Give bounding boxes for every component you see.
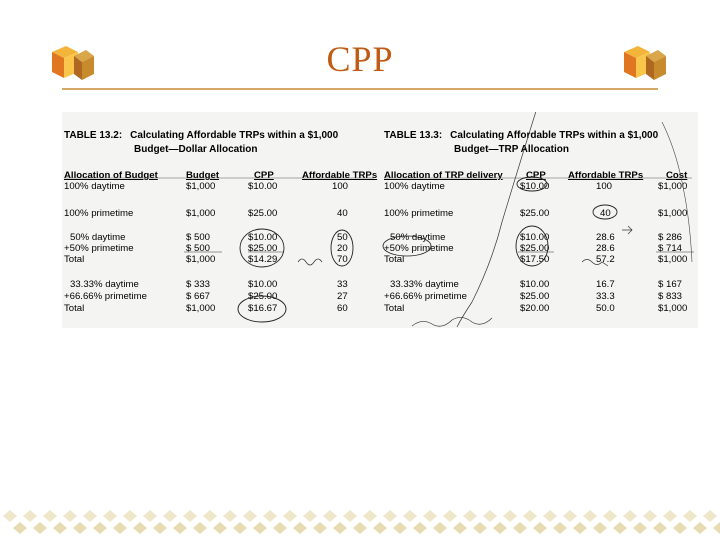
table-row-cell: $1,000 (186, 254, 216, 265)
table-row-cell: $10.00 (248, 232, 278, 243)
table-13-2-header-allocation: Allocation of Budget (64, 170, 158, 181)
diamond-shape (263, 510, 277, 522)
table-row-cell: $ 833 (658, 291, 683, 302)
table-row-cell: 60 (337, 303, 348, 314)
table-row-cell: +66.66% primetime (64, 291, 147, 302)
diamond-shape (233, 522, 247, 534)
diamond-shape (43, 510, 57, 522)
table-row-cell: Total (384, 254, 405, 265)
diamond-shape (203, 510, 217, 522)
diamond-shape (563, 510, 577, 522)
title-divider (62, 88, 658, 90)
table-13-2-subtitle: Budget—Dollar Allocation (134, 144, 258, 155)
table-row-cell: 50 (337, 232, 348, 243)
table-row-cell: 100% primetime (64, 208, 134, 219)
table-row-cell: +50% primetime (64, 243, 134, 254)
cube-logo-icon (620, 44, 668, 84)
table-13-3-title-text: Calculating Affordable TRPs within a $1,000 (450, 130, 659, 141)
table-row-cell: 100% primetime (384, 208, 454, 219)
diamond-shape (633, 522, 647, 534)
diamond-shape (433, 522, 447, 534)
diamond-shape (383, 510, 397, 522)
table-row-cell: $10.00 (248, 279, 278, 290)
diamond-shape (143, 510, 157, 522)
table-row-cell: 100% daytime (64, 181, 125, 192)
diamond-shape (343, 510, 357, 522)
diamond-shape (683, 510, 697, 522)
table-row-cell: $1,000 (186, 181, 216, 192)
diamond-shape (363, 510, 377, 522)
table-row-cell: $ 714 (658, 243, 683, 254)
table-row-cell: $1,000 (658, 254, 688, 265)
table-row-cell: 40 (600, 208, 611, 219)
diamond-shape (523, 510, 537, 522)
table-row-cell: +50% primetime (384, 243, 454, 254)
table-row-cell: 28.6 (596, 243, 615, 254)
diamond-shape (483, 510, 497, 522)
diamond-shape (373, 522, 387, 534)
diamond-shape (493, 522, 507, 534)
table-row-cell: 100% daytime (384, 181, 445, 192)
diamond-shape (543, 510, 557, 522)
table-13-3-subtitle: Budget—TRP Allocation (454, 144, 569, 155)
diamond-shape (643, 510, 657, 522)
diamond-shape (223, 510, 237, 522)
diamond-shape (473, 522, 487, 534)
diamond-shape (713, 522, 720, 534)
diamond-shape (673, 522, 687, 534)
table-row-cell: $25.00 (248, 291, 278, 302)
diamond-shape (403, 510, 417, 522)
table-13-3-header-allocation: Allocation of TRP delivery (384, 170, 503, 181)
diamond-shape (423, 510, 437, 522)
table-row-cell: 16.7 (596, 279, 615, 290)
table-13-2-title-text: Calculating Affordable TRPs within a $1,000 (130, 130, 339, 141)
table-row-cell: $16.67 (248, 303, 278, 314)
decorative-diamond-band (0, 510, 720, 534)
table-row-cell: 33.33% daytime (390, 279, 459, 290)
table-row-cell: $20.00 (520, 303, 550, 314)
table-row-cell: 70 (337, 254, 348, 265)
diamond-shape (3, 510, 17, 522)
table-row-cell: $ 500 (186, 243, 211, 254)
table-row-cell: $25.00 (248, 208, 278, 219)
diamond-shape (513, 522, 527, 534)
table-row-cell: 100 (596, 181, 613, 192)
diamond-shape (663, 510, 677, 522)
diamond-shape (453, 522, 467, 534)
diamond-shape (273, 522, 287, 534)
table-row-cell: $ 167 (658, 279, 683, 290)
diamond-shape (93, 522, 107, 534)
table-13-2-header-cpp: CPP (254, 170, 274, 181)
diamond-shape (253, 522, 267, 534)
diamond-shape (613, 522, 627, 534)
table-row-cell: 33 (337, 279, 348, 290)
table-row-cell: 28.6 (596, 232, 615, 243)
table-row-cell: 33.3 (596, 291, 615, 302)
table-row-cell: 50.0 (596, 303, 615, 314)
diamond-shape (413, 522, 427, 534)
table-row-cell: $25.00 (520, 291, 550, 302)
table-row-cell: +66.66% primetime (384, 291, 467, 302)
diamond-shape (73, 522, 87, 534)
table-row-cell: 20 (337, 243, 348, 254)
table-13-2-number: TABLE 13.2: (64, 130, 123, 141)
diamond-shape (243, 510, 257, 522)
table-row-cell: $25.00 (520, 208, 550, 219)
scanned-tables-image (62, 112, 698, 328)
table-13-2-header-budget: Budget (186, 170, 220, 181)
table-row-cell: Total (64, 303, 85, 314)
diamond-shape (53, 522, 67, 534)
table-row-cell: $1,000 (658, 181, 688, 192)
table-row-cell: $ 333 (186, 279, 211, 290)
diamond-shape (333, 522, 347, 534)
diamond-shape (103, 510, 117, 522)
diamond-shape (33, 522, 47, 534)
table-row-cell: $ 667 (186, 291, 211, 302)
table-row-cell: 50% daytime (70, 232, 126, 243)
table-13-2-header-trps: Affordable TRPs (302, 170, 378, 181)
table-row-cell: $10.00 (520, 181, 550, 192)
table-row-cell: 40 (337, 208, 348, 219)
diamond-shape (153, 522, 167, 534)
table-row-cell: $1,000 (186, 303, 216, 314)
handwritten-annotations (62, 112, 698, 328)
table-row-cell: $10.00 (248, 181, 278, 192)
diamond-shape (303, 510, 317, 522)
table-row-cell: $ 286 (658, 232, 683, 243)
diamond-shape (83, 510, 97, 522)
diamond-shape (393, 522, 407, 534)
table-row-cell: $25.00 (520, 243, 550, 254)
diamond-shape (503, 510, 517, 522)
table-row-cell: $14.29 (248, 254, 278, 265)
diamond-shape (603, 510, 617, 522)
diamond-shape (623, 510, 637, 522)
diamond-shape (293, 522, 307, 534)
table-row-cell: $10.00 (520, 279, 550, 290)
table-13-3-number: TABLE 13.3: (384, 130, 443, 141)
diamond-shape (533, 522, 547, 534)
diamond-shape (323, 510, 337, 522)
table-13-3-header-trps: Affordable TRPs (568, 170, 644, 181)
diamond-shape (113, 522, 127, 534)
diamond-shape (703, 510, 717, 522)
table-row-cell: 57.2 (596, 254, 615, 265)
diamond-shape (213, 522, 227, 534)
diamond-shape (183, 510, 197, 522)
diamond-shape (553, 522, 567, 534)
table-row-cell: Total (384, 303, 405, 314)
diamond-shape (23, 510, 37, 522)
diamond-shape (653, 522, 667, 534)
table-row-cell: $25.00 (248, 243, 278, 254)
table-row-cell: Total (64, 254, 85, 265)
diamond-shape (593, 522, 607, 534)
table-13-3-header-cpp: CPP (526, 170, 546, 181)
diamond-shape (693, 522, 707, 534)
table-row-cell: $10.00 (520, 232, 550, 243)
diamond-shape (283, 510, 297, 522)
diamond-shape (63, 510, 77, 522)
table-row-cell: 33.33% daytime (70, 279, 139, 290)
diamond-shape (193, 522, 207, 534)
table-row-cell: $17.50 (520, 254, 550, 265)
table-row-cell: $1,000 (658, 208, 688, 219)
diamond-shape (163, 510, 177, 522)
diamond-shape (353, 522, 367, 534)
diamond-shape (313, 522, 327, 534)
diamond-shape (133, 522, 147, 534)
diamond-shape (583, 510, 597, 522)
diamond-shape (173, 522, 187, 534)
table-row-cell: $1,000 (658, 303, 688, 314)
diamond-shape (443, 510, 457, 522)
table-row-cell: $1,000 (186, 208, 216, 219)
table-row-cell: $ 500 (186, 232, 211, 243)
slide-title: CPP (326, 39, 394, 79)
table-row-cell: 27 (337, 291, 348, 302)
diamond-shape (13, 522, 27, 534)
table-13-3-header-cost: Cost (666, 170, 688, 181)
table-row-cell: 100 (332, 181, 349, 192)
table-row-cell: 50% daytime (390, 232, 446, 243)
diamond-shape (573, 522, 587, 534)
diamond-shape (463, 510, 477, 522)
diamond-shape (123, 510, 137, 522)
